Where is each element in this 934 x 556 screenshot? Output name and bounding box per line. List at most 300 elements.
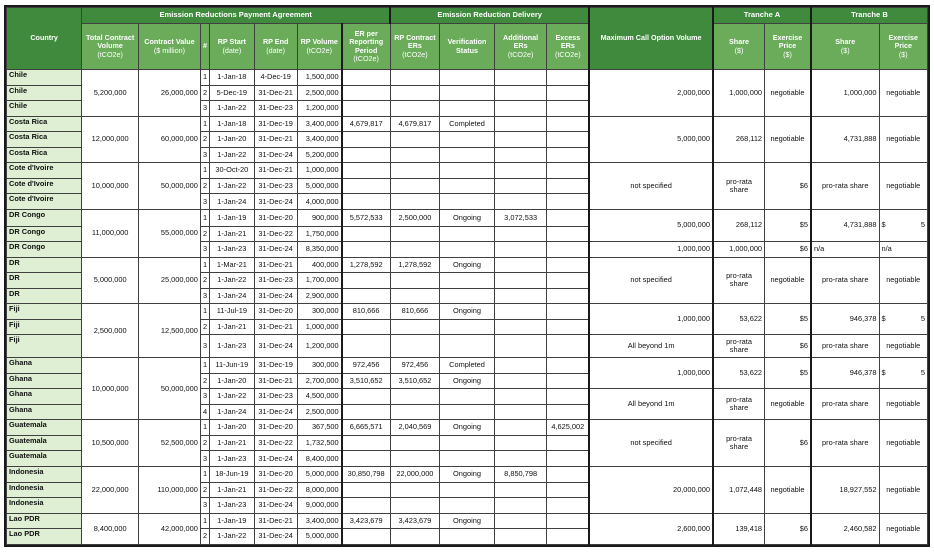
country-cell: Indonesia [7,466,82,482]
tranche-a-share: pro-rata share [713,420,765,467]
header-excess-ers: Excess ERs (tCO2e) [547,24,589,70]
rp-start: 1-Jan-21 [210,435,254,451]
rp-end: 31-Dec-24 [254,288,297,304]
excess-ers: 4,625,002 [547,420,589,436]
total-contract-volume: 10,000,000 [82,358,139,420]
tranche-a-share: 268,112 [713,116,765,163]
rp-volume: 1,200,000 [297,101,341,117]
tranche-b-share: pro-rata share [811,420,879,467]
er-per-period: 972,456 [342,358,391,374]
rp-start: 1-Jan-24 [210,194,254,210]
contract-value: 25,000,000 [139,257,201,304]
header-tranche-a-share: Share ($) [713,24,765,70]
rp-start: 1-Jan-22 [210,147,254,163]
rp-end: 31-Dec-24 [254,451,297,467]
rp-volume: 300,000 [297,358,341,374]
verification-status: Ongoing [440,420,495,436]
rp-number: 2 [200,178,209,194]
rp-start: 1-Mar-21 [210,257,254,273]
er-per-period: 3,510,652 [342,373,391,389]
country-cell: DR [7,288,82,304]
rp-number: 2 [200,85,209,101]
tranche-a-exercise: $ 6 [765,242,811,258]
rp-end: 31-Dec-23 [254,178,297,194]
total-contract-volume: 5,000,000 [82,257,139,304]
rp-end: 31-Dec-22 [254,482,297,498]
table-row [7,257,928,273]
rp-contract-ers: 810,666 [390,304,440,320]
rp-end: 31-Dec-24 [254,335,297,358]
header-rp-start: RP Start (date) [210,24,254,70]
country-cell: DR Congo [7,209,82,226]
rp-volume: 1,000,000 [297,319,341,335]
rp-number: 2 [200,132,209,148]
rp-volume: 2,900,000 [297,288,341,304]
country-cell: Fiji [7,319,82,335]
tranche-a-exercise: negotiable [765,116,811,163]
tranche-a-share: 53,622 [713,304,765,335]
er-per-period: 4,679,817 [342,116,391,132]
rp-volume: 8,400,000 [297,451,341,467]
country-cell: Ghana [7,389,82,405]
er-per-period [342,70,391,86]
rp-volume: 1,200,000 [297,335,341,358]
tranche-a-share: pro-rata share [713,389,765,420]
rp-contract-ers: 1,278,592 [390,257,440,273]
verification-status: Completed [440,116,495,132]
country-cell: Lao PDR [7,529,82,545]
country-cell: Indonesia [7,482,82,498]
country-cell: Chile [7,101,82,117]
table-row [7,358,928,374]
tranche-b-exercise: negotiable [879,70,927,117]
rp-start: 1-Jan-23 [210,242,254,258]
rp-number: 3 [200,101,209,117]
rp-end: 31-Dec-24 [254,529,297,545]
er-per-period: 810,666 [342,304,391,320]
header-rp-contract-ers: RP Contract ERs (tCO2e) [390,24,440,70]
rp-start: 1-Jan-24 [210,288,254,304]
max-call-option: 5,000,000 [589,116,713,163]
rp-start: 1-Jan-21 [210,482,254,498]
rp-volume: 2,500,000 [297,404,341,420]
country-cell: Fiji [7,335,82,358]
rp-end: 31-Dec-19 [254,358,297,374]
country-cell: Ghana [7,373,82,389]
rp-number: 3 [200,242,209,258]
rp-volume: 1,000,000 [297,163,341,179]
table-row [7,304,928,320]
tranche-b-share: 946,378 [811,304,879,335]
tranche-a-exercise: $ 5 [765,209,811,241]
total-contract-volume: 10,000,000 [82,163,139,210]
table-row [7,420,928,436]
tranche-a-exercise: negotiable [765,389,811,420]
rp-end: 31-Dec-21 [254,132,297,148]
header-erpa: Emission Reductions Payment Agreement [82,8,390,24]
rp-number: 2 [200,273,209,289]
header-contract-value: Contract Value ($ million) [139,24,201,70]
rp-end: 31-Dec-23 [254,101,297,117]
header-er-per-reporting-period: ER per Reporting Period (tCO2e) [342,24,391,70]
rp-start: 1-Jan-18 [210,70,254,86]
rp-end: 31-Dec-24 [254,147,297,163]
excess-ers [547,70,589,86]
rp-start: 5-Dec-19 [210,85,254,101]
tranche-a-exercise: $ 5 [765,358,811,389]
tranche-a-share: 139,418 [713,513,765,544]
tranche-a-exercise: $ 6 [765,335,811,358]
rp-start: 1-Jan-22 [210,178,254,194]
header-tranche-b: Tranche B [811,8,928,24]
rp-end: 31-Dec-23 [254,389,297,405]
tranche-b-exercise: negotiable [879,513,927,544]
max-call-option: not specified [589,257,713,304]
rp-start: 1-Jan-23 [210,498,254,514]
rp-volume: 400,000 [297,257,341,273]
rp-end: 31-Dec-21 [254,513,297,529]
rp-number: 1 [200,209,209,226]
rp-end: 31-Dec-22 [254,226,297,242]
table-row [7,116,928,132]
rp-end: 31-Dec-19 [254,116,297,132]
rp-number: 2 [200,319,209,335]
rp-end: 31-Dec-22 [254,435,297,451]
rp-end: 31-Dec-21 [254,373,297,389]
tranche-b-exercise: negotiable [879,466,927,513]
tranche-b-share: 4,731,888 [811,209,879,241]
tranche-a-share: pro-rata share [713,163,765,210]
country-cell: Chile [7,85,82,101]
rp-number: 2 [200,482,209,498]
tranche-b-exercise: n/a [879,242,927,258]
table-row [7,209,928,226]
rp-end: 31-Dec-23 [254,273,297,289]
tranche-a-share: 1,000,000 [713,242,765,258]
rp-volume: 900,000 [297,209,341,226]
tranche-b-exercise: negotiable [879,163,927,210]
tranche-b-exercise: negotiable [879,420,927,467]
contract-value: 52,500,000 [139,420,201,467]
verification-status [440,70,495,86]
contract-value: 42,000,000 [139,513,201,544]
rp-end: 31-Dec-24 [254,498,297,514]
tranche-b-exercise: negotiable [879,257,927,304]
rp-end: 31-Dec-20 [254,304,297,320]
rp-number: 1 [200,163,209,179]
tranche-b-exercise: negotiable [879,389,927,420]
rp-volume: 3,400,000 [297,116,341,132]
tranche-b-share: pro-rata share [811,389,879,420]
verification-status: Ongoing [440,373,495,389]
max-call-option: 2,000,000 [589,70,713,117]
additional-ers [494,70,547,86]
country-cell: Guatemala [7,435,82,451]
rp-volume: 2,700,000 [297,373,341,389]
rp-volume: 5,000,000 [297,466,341,482]
table-row [7,513,928,529]
country-cell: Guatemala [7,451,82,467]
rp-volume: 367,500 [297,420,341,436]
rp-end: 31-Dec-21 [254,163,297,179]
tranche-b-share: pro-rata share [811,335,879,358]
tranche-b-share: 946,378 [811,358,879,389]
rp-contract-ers: 2,040,569 [390,420,440,436]
rp-number: 1 [200,257,209,273]
header-number: # [200,24,209,70]
rp-start: 1-Jan-20 [210,420,254,436]
max-call-option: 1,000,000 [589,242,713,258]
tranche-a-exercise: $ 6 [765,163,811,210]
rp-number: 3 [200,498,209,514]
rp-volume: 5,200,000 [297,147,341,163]
country-cell: Ghana [7,404,82,420]
max-call-option: not specified [589,420,713,467]
rp-end: 4-Dec-19 [254,70,297,86]
rp-number: 2 [200,373,209,389]
tranche-a-share: pro-rata share [713,335,765,358]
tranche-b-exercise: $ 5 [879,358,927,389]
er-per-period: 5,572,533 [342,209,391,226]
tranche-b-share: 18,927,552 [811,466,879,513]
rp-volume: 1,732,500 [297,435,341,451]
emission-reductions-table-frame [4,5,930,547]
max-call-option: All beyond 1m [589,389,713,420]
total-contract-volume: 2,500,000 [82,304,139,358]
rp-end: 31-Dec-24 [254,194,297,210]
max-call-option: 2,600,000 [589,513,713,544]
header-rp-end: RP End (date) [254,24,297,70]
country-cell: Cote d'Ivoire [7,163,82,179]
tranche-b-share: pro-rata share [811,257,879,304]
tranche-b-exercise: $ 5 [879,304,927,335]
contract-value: 50,000,000 [139,358,201,420]
country-cell: DR [7,257,82,273]
header-total-contract-volume: Total Contract Volume (tCO2e) [82,24,139,70]
rp-number: 3 [200,451,209,467]
rp-start: 1-Jan-21 [210,226,254,242]
rp-start: 1-Jan-24 [210,404,254,420]
verification-status: Ongoing [440,304,495,320]
header-max-call-option: Maximum Call Option Volume [589,8,713,70]
rp-end: 31-Dec-21 [254,257,297,273]
verification-status: Ongoing [440,257,495,273]
contract-value: 12,500,000 [139,304,201,358]
verification-status: Ongoing [440,466,495,482]
rp-start: 1-Jan-21 [210,319,254,335]
tranche-a-share: 1,000,000 [713,70,765,117]
emission-reductions-table [6,7,928,545]
table-row [7,70,928,86]
rp-start: 1-Jan-19 [210,513,254,529]
tranche-a-share: 268,112 [713,209,765,241]
er-per-period: 30,850,798 [342,466,391,482]
rp-number: 2 [200,226,209,242]
verification-status: Completed [440,358,495,374]
rp-volume: 1,700,000 [297,273,341,289]
total-contract-volume: 22,000,000 [82,466,139,513]
rp-number: 4 [200,404,209,420]
rp-start: 1-Jan-22 [210,389,254,405]
contract-value: 60,000,000 [139,116,201,163]
country-cell: Costa Rica [7,116,82,132]
table-row [7,466,928,482]
rp-number: 1 [200,358,209,374]
verification-status: Ongoing [440,209,495,226]
rp-start: 1-Jan-22 [210,101,254,117]
rp-volume: 1,500,000 [297,70,341,86]
header-tranche-a: Tranche A [713,8,811,24]
tranche-a-exercise: negotiable [765,70,811,117]
total-contract-volume: 11,000,000 [82,209,139,257]
rp-start: 1-Jan-22 [210,529,254,545]
rp-end: 31-Dec-20 [254,466,297,482]
country-cell: Chile [7,70,82,86]
rp-volume: 5,000,000 [297,529,341,545]
country-cell: Guatemala [7,420,82,436]
rp-volume: 8,000,000 [297,482,341,498]
tranche-a-share: pro-rata share [713,257,765,304]
country-cell: Cote d'Ivoire [7,178,82,194]
country-cell: Indonesia [7,498,82,514]
country-cell: Cote d'Ivoire [7,194,82,210]
rp-end: 31-Dec-20 [254,209,297,226]
rp-start: 1-Jan-23 [210,335,254,358]
rp-end: 31-Dec-24 [254,404,297,420]
max-call-option: 1,000,000 [589,358,713,389]
er-per-period: 1,278,592 [342,257,391,273]
tranche-a-share: 53,622 [713,358,765,389]
country-cell: DR Congo [7,226,82,242]
tranche-a-exercise: $ 5 [765,304,811,335]
rp-contract-ers [390,70,440,86]
rp-contract-ers: 972,456 [390,358,440,374]
header-country: Country [7,8,82,70]
contract-value: 50,000,000 [139,163,201,210]
total-contract-volume: 10,500,000 [82,420,139,467]
rp-end: 31-Dec-21 [254,85,297,101]
max-call-option: 20,000,000 [589,466,713,513]
header-er-delivery: Emission Reduction Delivery [390,8,589,24]
tranche-b-share: pro-rata share [811,163,879,210]
rp-end: 31-Dec-21 [254,319,297,335]
rp-start: 11-Jul-19 [210,304,254,320]
rp-start: 1-Jan-18 [210,116,254,132]
rp-volume: 4,000,000 [297,194,341,210]
header-additional-ers: Additional ERs (tCO2e) [494,24,547,70]
max-call-option: not specified [589,163,713,210]
rp-end: 31-Dec-20 [254,420,297,436]
header-verification-status: Verification Status [440,24,495,70]
contract-value: 110,000,000 [139,466,201,513]
rp-number: 3 [200,335,209,358]
rp-number: 1 [200,70,209,86]
rp-number: 3 [200,288,209,304]
additional-ers: 3,072,533 [494,209,547,226]
country-cell: Lao PDR [7,513,82,529]
rp-volume: 300,000 [297,304,341,320]
rp-start: 18-Jun-19 [210,466,254,482]
tranche-a-exercise: negotiable [765,257,811,304]
rp-number: 1 [200,466,209,482]
country-cell: Costa Rica [7,147,82,163]
tranche-a-exercise: negotiable [765,466,811,513]
tranche-b-exercise: negotiable [879,116,927,163]
rp-contract-ers: 3,423,679 [390,513,440,529]
rp-number: 3 [200,194,209,210]
header-tranche-b-exercise-price: Exercise Price ($) [879,24,927,70]
rp-number: 2 [200,435,209,451]
tranche-b-share: 1,000,000 [811,70,879,117]
rp-contract-ers: 22,000,000 [390,466,440,482]
verification-status: Ongoing [440,513,495,529]
additional-ers: 8,850,798 [494,466,547,482]
rp-start: 1-Jan-23 [210,451,254,467]
rp-start: 1-Jan-19 [210,209,254,226]
rp-number: 2 [200,529,209,545]
rp-volume: 3,400,000 [297,513,341,529]
rp-start: 30-Oct-20 [210,163,254,179]
er-per-period: 3,423,679 [342,513,391,529]
rp-number: 3 [200,389,209,405]
country-cell: Ghana [7,358,82,374]
max-call-option: 5,000,000 [589,209,713,241]
rp-start: 1-Jan-20 [210,373,254,389]
tranche-b-exercise: negotiable [879,335,927,358]
rp-number: 1 [200,513,209,529]
rp-number: 1 [200,420,209,436]
rp-start: 11-Jun-19 [210,358,254,374]
total-contract-volume: 8,400,000 [82,513,139,544]
tranche-b-share: 2,460,582 [811,513,879,544]
country-cell: Costa Rica [7,132,82,148]
tranche-a-exercise: $ 6 [765,513,811,544]
rp-contract-ers: 2,500,000 [390,209,440,226]
rp-volume: 8,350,000 [297,242,341,258]
max-call-option: All beyond 1m [589,335,713,358]
tranche-a-exercise: $ 6 [765,420,811,467]
tranche-b-share: 4,731,888 [811,116,879,163]
country-cell: DR [7,273,82,289]
tranche-b-share: n/a [811,242,879,258]
rp-volume: 3,400,000 [297,132,341,148]
rp-number: 1 [200,116,209,132]
total-contract-volume: 5,200,000 [82,70,139,117]
header-tranche-a-exercise-price: Exercise Price ($) [765,24,811,70]
rp-volume: 4,500,000 [297,389,341,405]
country-cell: DR Congo [7,242,82,258]
rp-volume: 2,500,000 [297,85,341,101]
total-contract-volume: 12,000,000 [82,116,139,163]
rp-start: 1-Jan-20 [210,132,254,148]
country-cell: Fiji [7,304,82,320]
table-row [7,163,928,179]
rp-end: 31-Dec-24 [254,242,297,258]
rp-volume: 1,750,000 [297,226,341,242]
er-per-period: 6,665,571 [342,420,391,436]
rp-volume: 5,000,000 [297,178,341,194]
rp-volume: 9,000,000 [297,498,341,514]
header-tranche-b-share: Share ($) [811,24,879,70]
contract-value: 26,000,000 [139,70,201,117]
rp-number: 3 [200,147,209,163]
max-call-option: 1,000,000 [589,304,713,335]
tranche-b-exercise: $ 5 [879,209,927,241]
contract-value: 55,000,000 [139,209,201,257]
tranche-a-share: 1,072,448 [713,466,765,513]
rp-contract-ers: 4,679,817 [390,116,440,132]
rp-number: 1 [200,304,209,320]
